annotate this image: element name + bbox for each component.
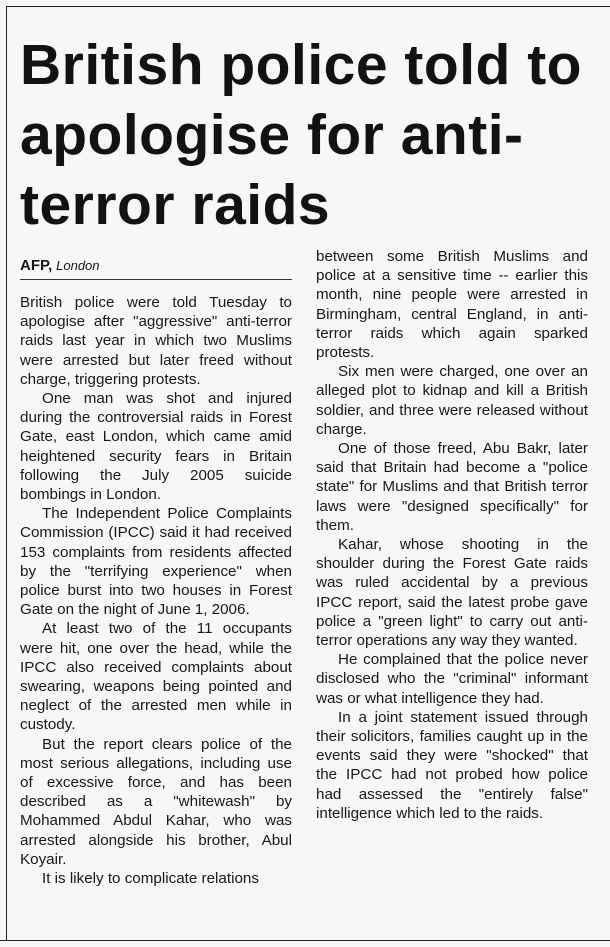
top-rule: [6, 6, 610, 7]
paragraph: One man was shot and injured during the controversial raids in Forest Gate, east London, which came amid heightened security fears in Britain following the July 2005 suicide bombings in London.: [20, 390, 292, 504]
byline-location: London: [56, 258, 100, 273]
paragraph: Six men were charged, one over an alleged plot to kidnap and kill a British soldier, and three were released without charge.: [316, 363, 588, 438]
paragraph: British police were told Tuesday to apologise after "aggressive" anti-terror raids last year in which two Muslims were arrested but later freed without charge, triggering protests.: [20, 294, 292, 388]
paragraph: The Independent Police Complaints Commission (IPCC) said it had received 153 complaints from residents affected by the "terrifying experience" when police burst into two houses in Forest Gate on the night of June 1, 2006.: [20, 505, 292, 619]
paragraph: Kahar, whose shooting in the shoulder during the Forest Gate raids was ruled accidental by a previous IPCC report, said the latest probe gave police a "green light" to carry out anti-terror operations any way they wanted.: [316, 536, 588, 650]
paragraph: One of those freed, Abu Bakr, later said that Britain had become a "police state" for Muslims and that British terror laws were "designed specifically" for them.: [316, 440, 588, 534]
paragraph: He complained that the police never disclosed who the "criminal" informant was or what intelligence they had.: [316, 651, 588, 707]
paragraph: But the report clears police of the most serious allegations, including use of excessive force, and has been described as a "whitewash" by Mohammed Abdul Kahar, who was arrested alongside his brother, Abul Koyair.: [20, 735, 292, 868]
article-column-left: [20, 293, 292, 921]
left-rule: [6, 6, 7, 941]
paragraph: It is likely to complicate relations: [42, 870, 259, 888]
byline-agency: AFP,: [20, 257, 53, 274]
paragraph: At least two of the 11 occupants were hit, one over the head, while the IPCC also received complaints about swearing, weapons being pointed and neglect of the arrested men while in custody.: [20, 620, 292, 734]
byline: [20, 256, 292, 280]
paragraph: In a joint statement issued through their solicitors, families caught up in the events said they were "shocked" that the IPCC had not probed how police had assessed the "entirely false" intelligence which led to the raids.: [316, 708, 588, 822]
headline: British police told to apologise for anti-terror raids: [20, 33, 582, 237]
paragraph: between some British Muslims and police at a sensitive time -- earlier this month, nine people were arrested in Birmingham, central England, in anti-terror raids which again sparked protests.: [316, 248, 588, 362]
bottom-rule: [0, 940, 610, 941]
article-column-right: [316, 247, 588, 887]
